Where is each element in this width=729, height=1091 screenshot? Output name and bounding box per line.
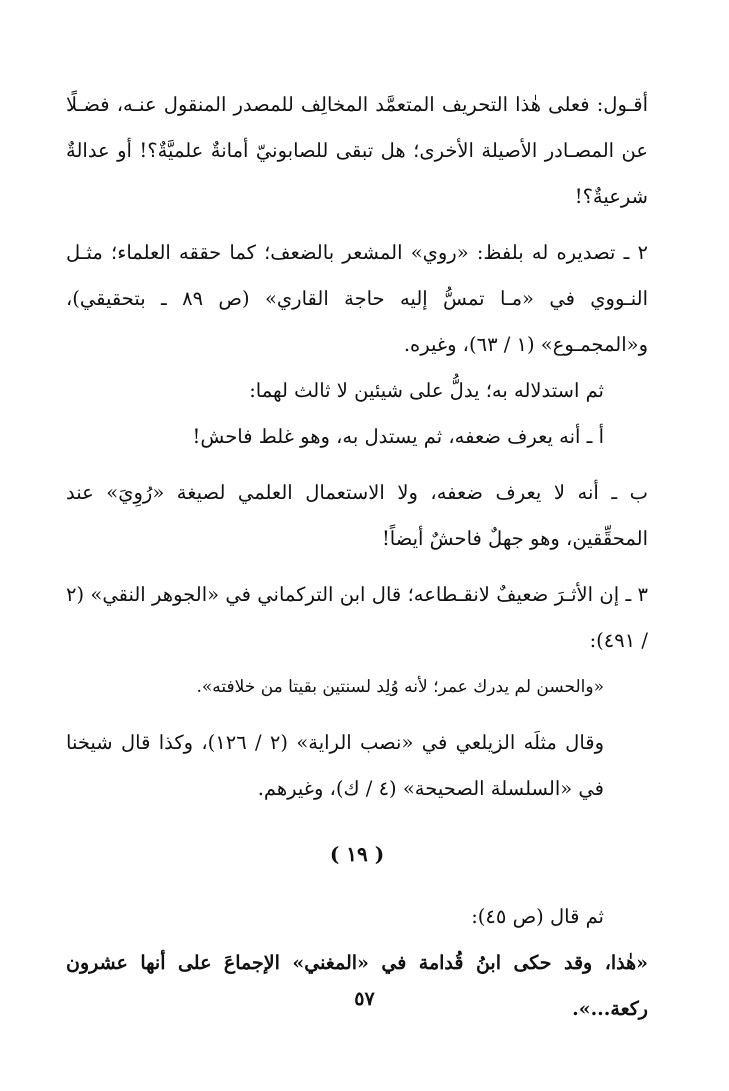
page-number: ٥٧: [354, 988, 375, 1010]
paragraph-1: أقـول: فعلى هٰذا التحريف المتعمَّد المخالِف للمصدر المنقول عنـه، فضـلًا عن المصـادر الأصيلة الأخرى؛ هل تبقى للصابونيّ أمانةٌ علميَّةٌ؟! أو عدالةٌ شرعيةٌ؟!: [66, 93, 648, 208]
paragraph-2: ٢ ـ تصديره له بلفظ: «روي» المشعر بالضعف؛ كما حققه العلماء؛ مثـل النـووي في «مـا تمسُّ إليه حاجة القاري» (ص ٨٩ ـ بتحقيقي)، و«المجمـوع» (١ / ٦٣)، وغيره.: [66, 241, 648, 356]
after-paragraph-2: «هٰذا، وقد حكى ابنُ قُدامة في «المغني» الإجماعَ على أنها عشرون ركعة...».: [66, 952, 648, 1020]
page-body: [66, 82, 648, 1032]
paragraph-4: أ ـ أنه يعرف ضعفه، ثم يستدل به، وهو غلط فاحش!: [192, 425, 604, 448]
paragraph-5: ب ـ أنه لا يعرف ضعفه، ولا الاستعمال العلمي لصيغة «رُوِيَ» عند المحقِّقين، وهو جهلٌ فاحشٌ أيضاً!: [66, 481, 648, 550]
section-number: ( ١٩ ): [329, 842, 385, 866]
paragraph-8: وقال مثلَه الزيلعي في «نصب الراية» (٢ / ١٢٦)، وكذا قال شيخنا في «السلسلة الصحيحة» (٤ / ك)، وغيرهم.: [66, 731, 605, 800]
after-paragraph-1: ثم قال (ص ٤٥):: [471, 905, 604, 928]
paragraph-3: ثم استدلاله به؛ يدلُّ على شيئين لا ثالث لهما:: [249, 379, 604, 402]
paragraph-6: ٣ ـ إن الأثـرَ ضعيفٌ لانقـطاعه؛ قال ابن التركماني في «الجوهر النقي» (٢ / ٤٩١):: [66, 583, 648, 652]
quote-paragraph: «والحسن لم يدرك عمر؛ لأنه وُلِد لسنتين بقيتا من خلافته».: [196, 677, 604, 697]
